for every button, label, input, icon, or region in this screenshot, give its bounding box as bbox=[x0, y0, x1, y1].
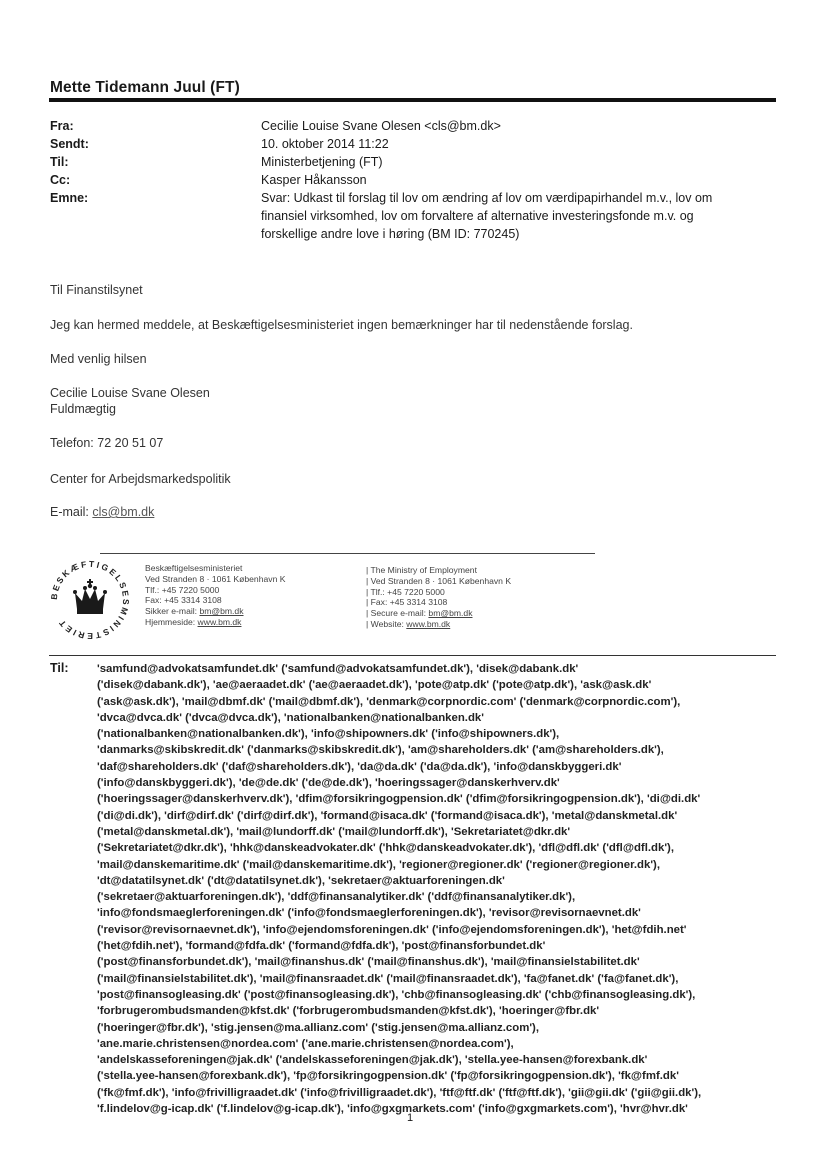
signature-rule bbox=[100, 553, 595, 554]
sig-en-web-link[interactable]: www.bm.dk bbox=[406, 618, 451, 629]
recipient-line: ('sekretaer@aktuarforeningen.dk'), 'ddf@finansanalytiker.dk' ('ddf@finansanalytiker.dk'), bbox=[97, 891, 576, 904]
header-cc-row bbox=[50, 171, 780, 189]
message: Jeg kan hermed meddele, at Beskæftigelsesministeriet ingen bemærkninger har til nedenstående forslag. bbox=[50, 318, 633, 332]
signer-title: Fuldmægtig bbox=[50, 402, 116, 416]
header-subject-row bbox=[50, 189, 780, 243]
signature-danish bbox=[145, 563, 285, 628]
recipient-line: ('hoeringer@fbr.dk'), 'stig.jensen@ma.allianz.com' ('stig.jensen@ma.allianz.com'), bbox=[97, 1021, 540, 1034]
recipients-rule bbox=[49, 655, 776, 656]
header-sent-row bbox=[50, 135, 780, 153]
recipient-line: 'dt@datatilsynet.dk' ('dt@datatilsynet.dk'), 'sekretaer@aktuarforeningen.dk' bbox=[97, 874, 505, 887]
cc-value: Kasper Håkansson bbox=[261, 173, 367, 187]
sig-da-phone: Tlf.: +45 7220 5000 bbox=[145, 584, 220, 595]
signer-department: Center for Arbejdsmarkedspolitik bbox=[50, 472, 231, 486]
greeting: Til Finanstilsynet bbox=[50, 283, 143, 297]
sig-en-web: | Website: www.bm.dk bbox=[366, 618, 451, 629]
recipient-line: ('di@di.dk'), 'dirf@dirf.dk' ('dirf@dirf.dk'), 'formand@isaca.dk' ('formand@isaca.dk'), 'metal@danskmetal.dk' bbox=[97, 809, 678, 822]
header-to-row bbox=[50, 153, 780, 171]
subject-line-2: finansiel virksomhed, lov om forvaltere af alternative investeringsfonde m.v. og bbox=[261, 209, 694, 223]
recipient-line: ('info@danskbyggeri.dk'), 'de@de.dk' ('de@de.dk'), 'hoeringssager@danskerhverv.dk' bbox=[97, 777, 560, 790]
recipient-line: ('fk@fmf.dk'), 'info@frivilligraadet.dk' ('info@frivilligraadet.dk'), 'ftf@ftf.dk' ('ftf@ftf.dk'), 'gii@gii.dk' ('gii@gii.dk'), bbox=[97, 1086, 702, 1099]
recipient-line: 'dvca@dvca.dk' ('dvca@dvca.dk'), 'nationalbanken@nationalbanken.dk' bbox=[97, 711, 484, 724]
sig-en-phone: | Tlf.: +45 7220 5000 bbox=[366, 586, 445, 597]
recipients-label: Til: bbox=[50, 661, 69, 675]
closing: Med venlig hilsen bbox=[50, 352, 147, 366]
sig-en-secure: | Secure e-mail: bm@bm.dk bbox=[366, 608, 473, 619]
recipient-line: 'post@finansogleasing.dk' ('post@finansogleasing.dk'), 'chb@finansogleasing.dk' ('chb@finansogleasing.dk'), bbox=[97, 988, 696, 1001]
sent-label: Sendt: bbox=[50, 137, 89, 151]
email-link[interactable]: cls@bm.dk bbox=[92, 505, 155, 519]
to-value: Ministerbetjening (FT) bbox=[261, 155, 383, 169]
recipient-line: 'andelskasseforeningen@jak.dk' ('andelskasseforeningen@jak.dk'), 'stella.yee-hansen@forexbank.dk' bbox=[97, 1054, 648, 1067]
sent-value: 10. oktober 2014 11:22 bbox=[261, 137, 389, 151]
recipient-line: ('nationalbanken@nationalbanken.dk'), 'info@shipowners.dk' ('info@shipowners.dk'), bbox=[97, 728, 560, 741]
crest-ring-text: BESKÆFTIGELSESMINISTERIET bbox=[48, 558, 132, 642]
sig-da-web-link[interactable]: www.bm.dk bbox=[197, 616, 242, 627]
recipient-line: ('mail@finansielstabilitet.dk'), 'mail@finansraadet.dk' ('mail@finansraadet.dk'), 'fa@fanet.dk' ('fa@fanet.dk'), bbox=[97, 972, 679, 985]
sig-en-org: | The Ministry of Employment bbox=[366, 565, 477, 575]
email-header bbox=[50, 117, 780, 243]
to-label: Til: bbox=[50, 155, 69, 169]
from-label: Fra: bbox=[50, 119, 74, 133]
recipient-line: 'samfund@advokatsamfundet.dk' ('samfund@advokatsamfundet.dk'), 'disek@dabank.dk' bbox=[97, 663, 579, 675]
recipient-line: ('metal@danskmetal.dk'), 'mail@lundorff.dk' ('mail@lundorff.dk'), 'Sekretariatet@dkr.dk' bbox=[97, 825, 571, 838]
recipient-line: ('het@fdih.net'), 'formand@fdfa.dk' ('formand@fdfa.dk'), 'post@finansforbundet.dk' bbox=[97, 940, 546, 953]
recipient-line: ('stella.yee-hansen@forexbank.dk'), 'fp@forsikringogpension.dk' ('fp@forsikringogpension.dk'), 'fk@fmf.dk' bbox=[97, 1070, 679, 1083]
recipient-line: ('post@finansforbundet.dk'), 'mail@finanshus.dk' ('mail@finanshus.dk'), 'mail@finansielstabilitet.dk' bbox=[97, 956, 640, 969]
subject-line-1: Svar: Udkast til forslag til lov om ændring af lov om værdipapirhandel m.v., lov om bbox=[261, 191, 713, 205]
sig-en-secure-link[interactable]: bm@bm.dk bbox=[428, 608, 473, 619]
subject-label: Emne: bbox=[50, 191, 89, 205]
signer-email-row bbox=[50, 505, 154, 519]
sig-da-secure-link[interactable]: bm@bm.dk bbox=[199, 606, 244, 617]
page-number: 1 bbox=[407, 1112, 414, 1124]
header-from-row bbox=[50, 117, 780, 135]
signer-phone: Telefon: 72 20 51 07 bbox=[50, 436, 164, 450]
signature-english bbox=[366, 565, 511, 630]
sig-da-org: Beskæftigelsesministeriet bbox=[145, 563, 243, 573]
ministry-crest-logo bbox=[47, 557, 133, 643]
recipient-line: ('disek@dabank.dk'), 'ae@aeraadet.dk' ('ae@aeraadet.dk'), 'pote@atp.dk' ('pote@atp.dk'), 'ask@ask.dk' bbox=[97, 679, 652, 692]
recipient-line: ('Sekretariatet@dkr.dk'), 'hhk@danskeadvokater.dk' ('hhk@danskeadvokater.dk'), 'dfl@dfl.dk' ('dfl@dfl.dk'), bbox=[97, 842, 674, 855]
subject-value bbox=[261, 189, 780, 243]
recipient-line: 'danmarks@skibskredit.dk' ('danmarks@skibskredit.dk'), 'am@shareholders.dk' ('am@shareholders.dk'), bbox=[97, 744, 664, 757]
from-value: Cecilie Louise Svane Olesen <cls@bm.dk> bbox=[261, 119, 501, 133]
recipient-line: ('hoeringssager@danskerhverv.dk'), 'dfim@forsikringogpension.dk' ('dfim@forsikringogpension.dk'), 'di@di.dk' bbox=[97, 793, 701, 806]
sig-da-web: Hjemmeside: www.bm.dk bbox=[145, 616, 242, 627]
recipient-line: ('revisor@revisornaevnet.dk'), 'info@ejendomsforeningen.dk' ('info@ejendomsforeningen.dk'), 'het@fdih.net' bbox=[97, 923, 687, 936]
header-rule bbox=[49, 98, 776, 102]
sig-da-secure: Sikker e-mail: bm@bm.dk bbox=[145, 606, 244, 617]
recipient-line: 'forbrugerombudsmanden@kfst.dk' ('forbrugerombudsmanden@kfst.dk'), 'hoeringer@fbr.dk' bbox=[97, 1005, 600, 1018]
sig-en-address: | Ved Stranden 8 · 1061 København K bbox=[366, 575, 512, 586]
sig-da-address: Ved Stranden 8 · 1061 København K bbox=[145, 573, 286, 584]
recipient-line: 'f.lindelov@g-icap.dk' ('f.lindelov@g-icap.dk'), 'info@gxgmarkets.com' ('info@gxgmarkets.com'), 'hvr@hvr.dk' bbox=[97, 1103, 688, 1116]
sender-name: Mette Tidemann Juul (FT) bbox=[50, 79, 240, 96]
recipient-line: ('ask@ask.dk'), 'mail@dbmf.dk' ('mail@dbmf.dk'), 'denmark@corpnordic.com' ('denmark@corpnordic.com'), bbox=[97, 695, 681, 708]
cc-label: Cc: bbox=[50, 173, 71, 187]
sig-en-fax: | Fax: +45 3314 3108 bbox=[366, 597, 448, 608]
subject-line-3: forskellige andre love i høring (BM ID: 770245) bbox=[261, 227, 520, 241]
recipient-line: 'info@fondsmaeglerforeningen.dk' ('info@fondsmaeglerforeningen.dk'), 'revisor@revisornaevnet.dk' bbox=[97, 907, 641, 920]
sig-da-fax: Fax: +45 3314 3108 bbox=[145, 595, 222, 606]
recipient-line: 'ane.marie.christensen@nordea.com' ('ane.marie.christensen@nordea.com'), bbox=[97, 1037, 514, 1050]
signer-name: Cecilie Louise Svane Olesen bbox=[50, 386, 210, 400]
recipient-line: 'daf@shareholders.dk' ('daf@shareholders.dk'), 'da@da.dk' ('da@da.dk'), 'info@danskbyggeri.dk' bbox=[97, 760, 622, 773]
recipients-list bbox=[97, 661, 777, 1117]
email-label: E-mail: bbox=[50, 505, 93, 519]
recipient-line: 'mail@danskemaritime.dk' ('mail@danskemaritime.dk'), 'regioner@regioner.dk' ('regioner@regioner.dk'), bbox=[97, 858, 661, 871]
